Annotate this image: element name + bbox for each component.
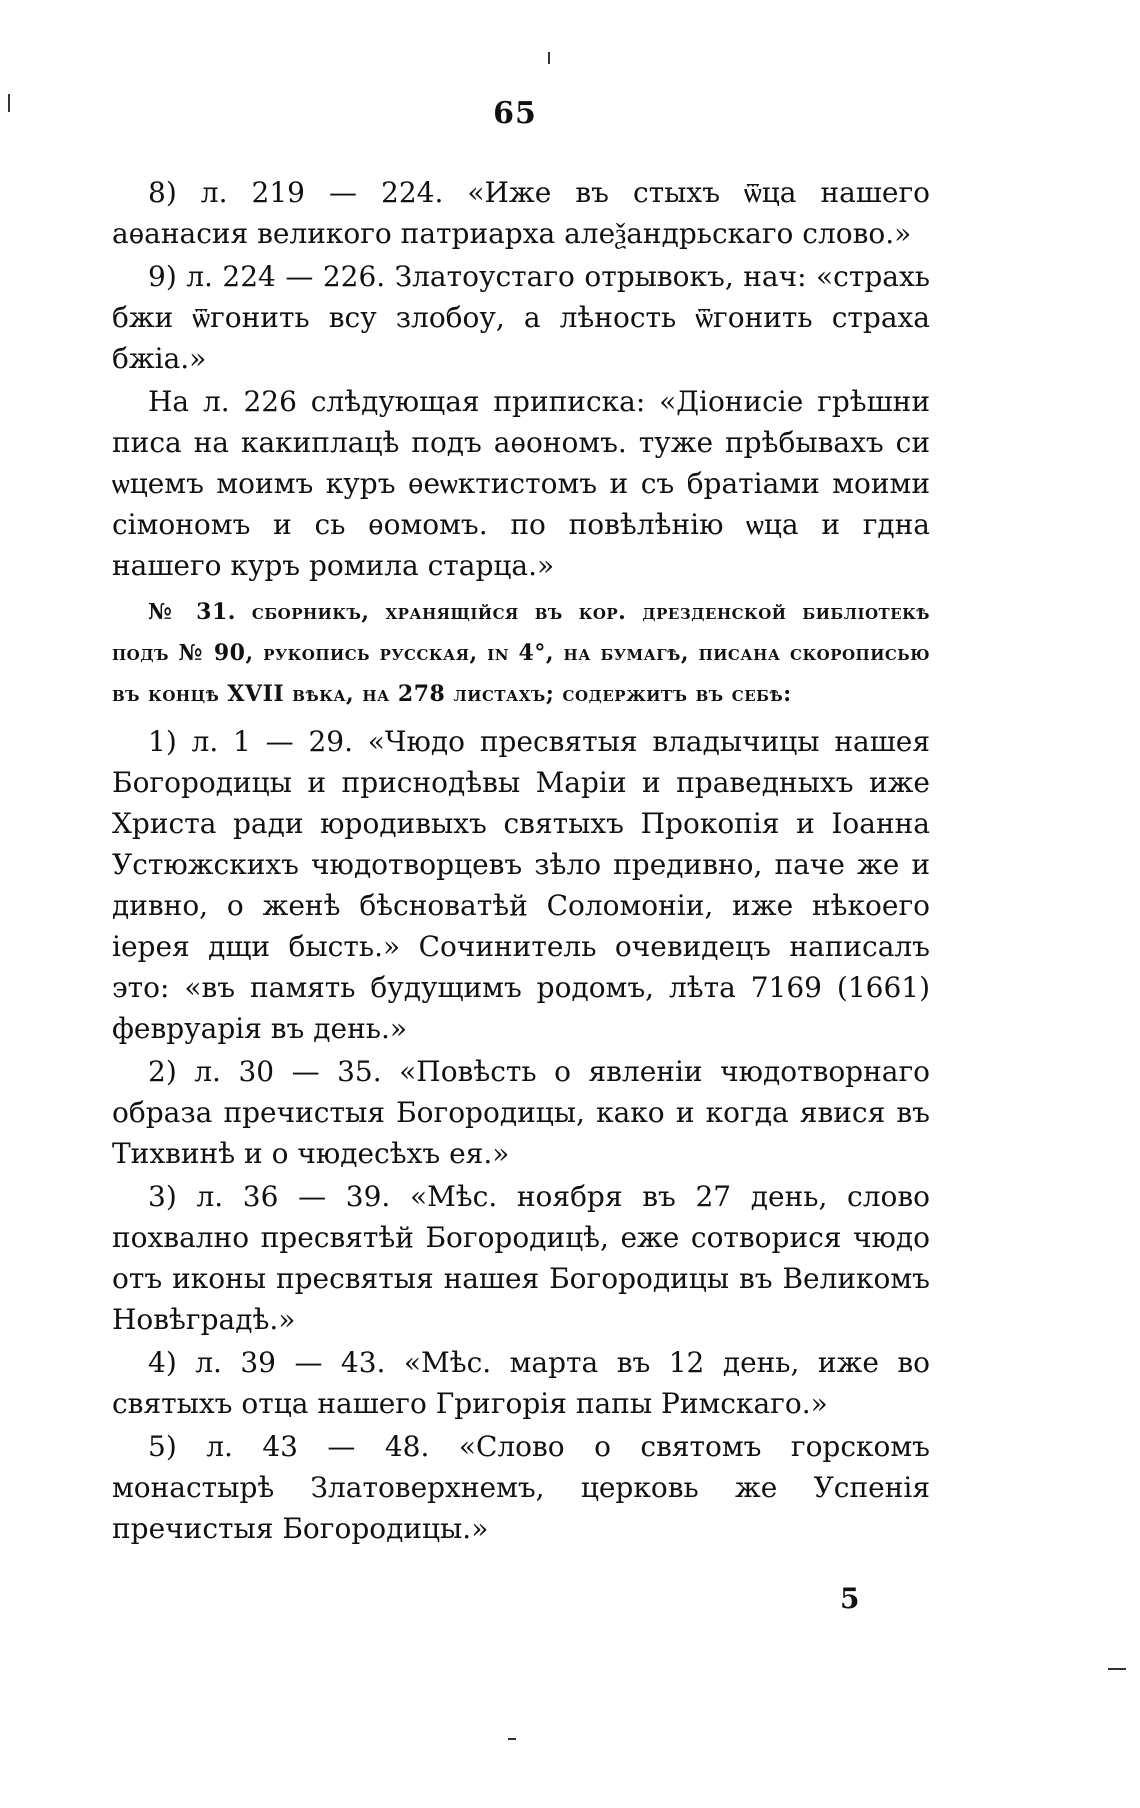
scan-speck-left	[8, 94, 10, 112]
page-number: 65	[493, 96, 537, 131]
scan-speck-bottom	[508, 1738, 516, 1740]
scan-speck-top	[548, 52, 550, 64]
entry-paragraph-9: 9) л. 224 — 226. Златоустаго отрывокъ, нач: «страхь бжи ѿгонить всу злобоу, а лѣность ѿгонить страха бжіа.»	[112, 260, 930, 375]
entry-paragraph-8: 8) л. 219 — 224. «Иже въ стыхъ ѿца нашего аѳанасия великого патриарха алеѯандрьскаго слово.»	[112, 176, 930, 250]
entry-paragraph-1: 1) л. 1 — 29. «Чюдо пресвятыя владычицы нашея Богородицы и приснодѣвы Маріи и праведныхъ иже Христа ради юродивыхъ святыхъ Прокопія и Іоанна Устюжскихъ чюдотворцевъ зѣло предивно, паче же и дивно, о женѣ бѣсноватѣй Соломоніи, иже нѣкоего іерея дщи бысть.» Сочинитель очевидецъ написалъ это: «въ память будущимъ родомъ, лѣта 7169 (1661) февруарія въ день.»	[112, 725, 930, 1045]
printer-signature-mark: 5	[840, 1582, 860, 1615]
postscript-note-paragraph: На л. 226 слѣдующая приписка: «Діонисіе грѣшни писа на какиплацѣ подъ аѳономъ. тужe прѣбывахъ си ѡцемъ моимъ куръ ѳеѡктистомъ и съ братіами моими сімономъ и сь ѳомомъ. по повѣлѣнію ѡца и гдна нашего куръ ромила старца.»	[112, 385, 930, 582]
entry-paragraph-4: 4) л. 39 — 43. «Мѣс. марта въ 12 день, иже во святыхъ отца нашего Григорія папы Римскаго.»	[112, 1346, 930, 1420]
page-body-text	[112, 172, 930, 1551]
entry-paragraph-3: 3) л. 36 — 39. «Мѣс. ноября въ 27 день, слово похвално пресвятѣй Богородицѣ, еже сотворися чюдо отъ иконы пресвятыя нашея Богородицы въ Великомъ Новѣградѣ.»	[112, 1180, 930, 1336]
entry-paragraph-2: 2) л. 30 — 35. «Повѣсть о явленіи чюдотворнаго образа пречистыя Богородицы, како и когда явися въ Тихвинѣ и о чюдесѣхъ ея.»	[112, 1055, 930, 1170]
manuscript-31-header: № 31. сборникъ, хранящійся въ кор. дрезденской библіотекѣ подъ № 90, рукопись русская, in 4°, на бумагѣ, писана скорописью въ концѣ XVII вѣка, на 278 листахъ; содержитъ въ себѣ:	[112, 599, 930, 707]
scan-speck-right	[1108, 1668, 1126, 1670]
entry-paragraph-5: 5) л. 43 — 48. «Слово о святомъ горскомъ монастырѣ Златоверхнемъ, церковь же Успенія пречистыя Богородицы.»	[112, 1430, 930, 1545]
